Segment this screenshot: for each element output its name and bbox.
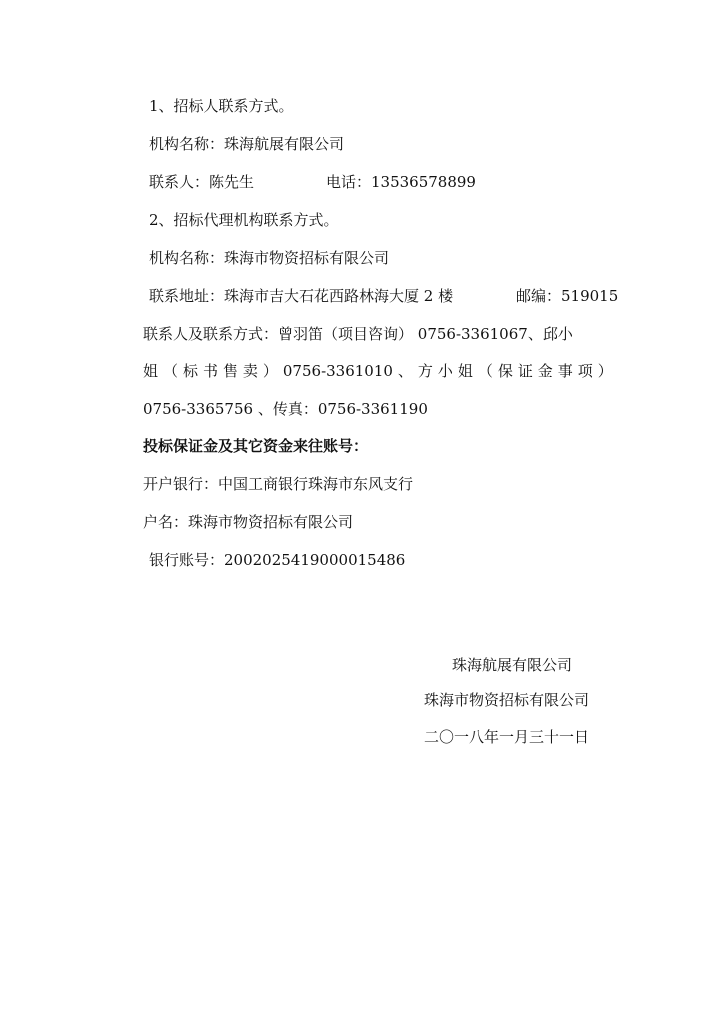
- signature-date: 二〇一八年一月三十一日: [424, 728, 590, 746]
- bank-account-number: 银行账号：2002025419000015486: [149, 551, 406, 569]
- contact-line-2-part: 方: [417, 362, 433, 380]
- contact-line-2-part: 标: [182, 362, 198, 380]
- contact-line-2-part: 金: [537, 362, 553, 380]
- agent-contact-line-1: 联系人及联系方式：曾羽笛（项目咨询） 0756-3361067、邱小: [143, 325, 573, 343]
- contact-line-2-part: 小: [437, 362, 453, 380]
- contact-line-2-part: 事: [557, 362, 573, 380]
- tenderer-heading: 1、招标人联系方式。: [149, 97, 294, 115]
- contact-line-2-part: 项: [577, 362, 593, 380]
- contact-line-2-part: 、: [397, 362, 413, 380]
- contact-line-2-part: 卖: [242, 362, 258, 380]
- agent-org-name: 机构名称：珠海市物资招标有限公司: [149, 249, 390, 267]
- contact-line-2-part: 0756-3361010: [282, 362, 393, 380]
- agent-contact-line-2: [143, 361, 613, 381]
- agent-address: 联系地址：珠海市吉大石花西路林海大厦 2 楼: [149, 287, 454, 305]
- agent-postcode: 邮编：519015: [516, 287, 619, 305]
- contact-line-2-part: 证: [517, 362, 533, 380]
- bank-heading: 投标保证金及其它资金来往账号：: [143, 437, 369, 455]
- agent-contact-line-3: 0756-3365756 、传真：0756-3361190: [143, 400, 428, 418]
- contact-line-2-part: （: [477, 362, 493, 380]
- contact-line-2-part: 售: [222, 362, 238, 380]
- bank-name: 开户银行：中国工商银行珠海市东风支行: [143, 475, 414, 493]
- contact-line-2-part: 姐: [457, 362, 473, 380]
- contact-line-2-part: ）: [597, 362, 613, 380]
- contact-line-2-part: ）: [262, 362, 278, 380]
- tenderer-phone: 电话：13536578899: [326, 173, 476, 191]
- contact-line-2-part: 书: [202, 362, 218, 380]
- contact-line-2-part: 姐: [143, 362, 159, 380]
- agent-heading: 2、招标代理机构联系方式。: [149, 211, 339, 229]
- contact-line-2-part: （: [162, 362, 178, 380]
- bank-account-name: 户名：珠海市物资招标有限公司: [143, 513, 354, 531]
- tenderer-contact-person: 联系人：陈先生: [149, 173, 255, 191]
- signature-org-1: 珠海航展有限公司: [452, 656, 573, 674]
- tenderer-org-name: 机构名称：珠海航展有限公司: [149, 135, 345, 153]
- contact-line-2-part: 保: [497, 362, 513, 380]
- signature-org-2: 珠海市物资招标有限公司: [424, 691, 590, 709]
